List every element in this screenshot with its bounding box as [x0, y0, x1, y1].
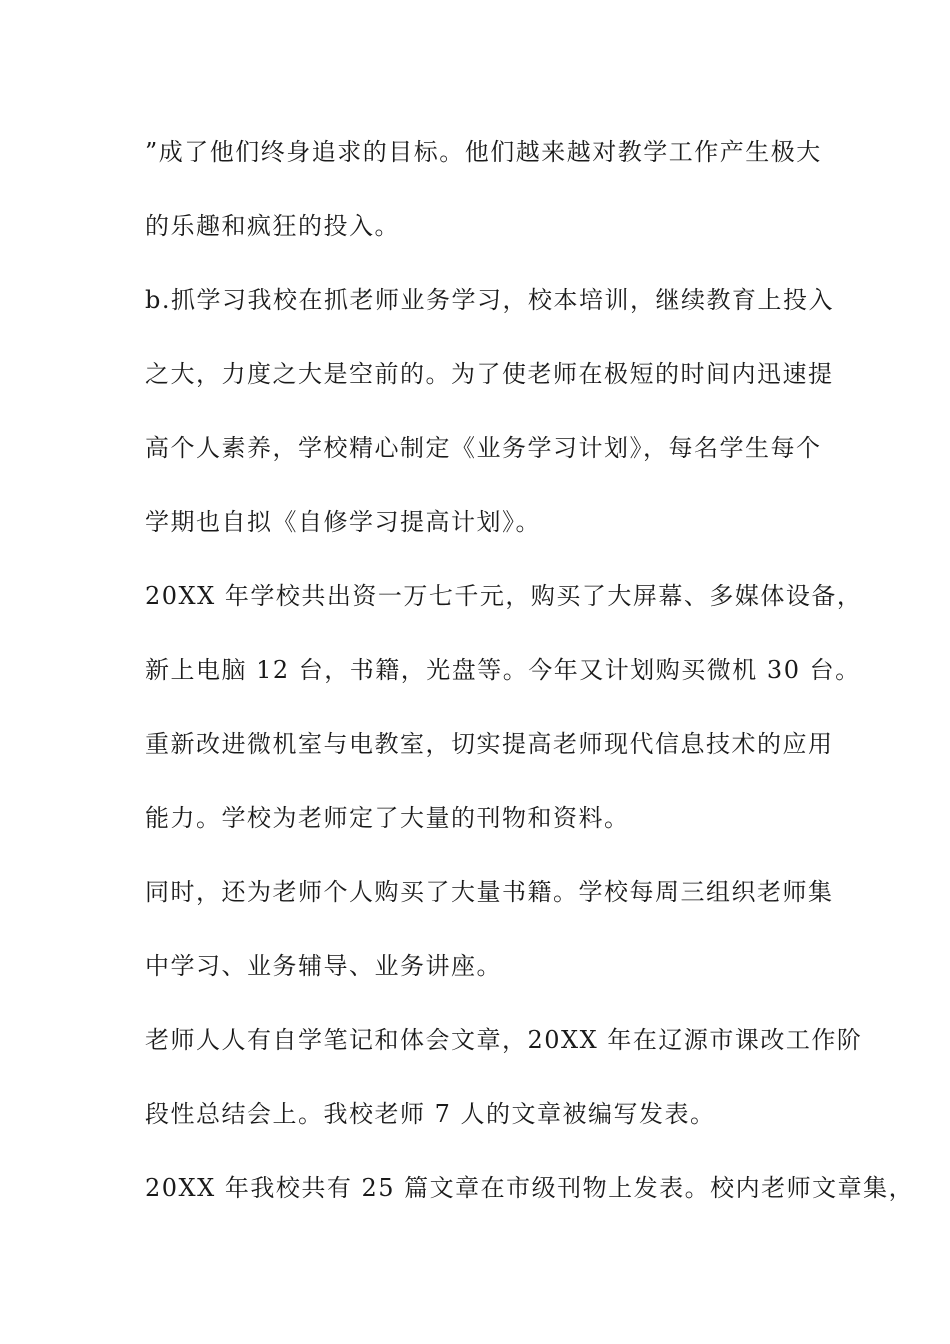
text-line: 20XX 年学校共出资一万七千元，购买了大屏幕、多媒体设备， [145, 582, 863, 610]
text-line: 同时，还为老师个人购买了大量书籍。学校每周三组织老师集 [145, 878, 834, 906]
text-line: 学期也自拟《自修学习提高计划》。 [145, 508, 541, 536]
text-line: 重新改进微机室与电教室，切实提高老师现代信息技术的应用 [145, 730, 834, 758]
text-line: b.抓学习我校在抓老师业务学习，校本培训，继续教育上投入 [145, 286, 834, 314]
text-line: 20XX 年我校共有 25 篇文章在市级刊物上发表。校内老师文章集， [145, 1174, 915, 1202]
text-line: 的乐趣和疯狂的投入。 [145, 212, 400, 240]
text-line: 新上电脑 12 台，书籍，光盘等。今年又计划购买微机 30 台。 [145, 656, 861, 684]
text-line: 段性总结会上。我校老师 7 人的文章被编写发表。 [145, 1100, 716, 1128]
document-body [145, 130, 915, 1240]
text-line: 老师人人有自学笔记和体会文章，20XX 年在辽源市课改工作阶 [145, 1026, 863, 1054]
text-line: 之大，力度之大是空前的。为了使老师在极短的时间内迅速提 [145, 360, 834, 388]
text-line: 中学习、业务辅导、业务讲座。 [145, 952, 502, 980]
text-line: 能力。学校为老师定了大量的刊物和资料。 [145, 804, 630, 832]
text-line: 高个人素养，学校精心制定《业务学习计划》，每名学生每个 [145, 434, 822, 462]
text-line: ”成了他们终身追求的目标。他们越来越对教学工作产生极大 [145, 138, 822, 166]
